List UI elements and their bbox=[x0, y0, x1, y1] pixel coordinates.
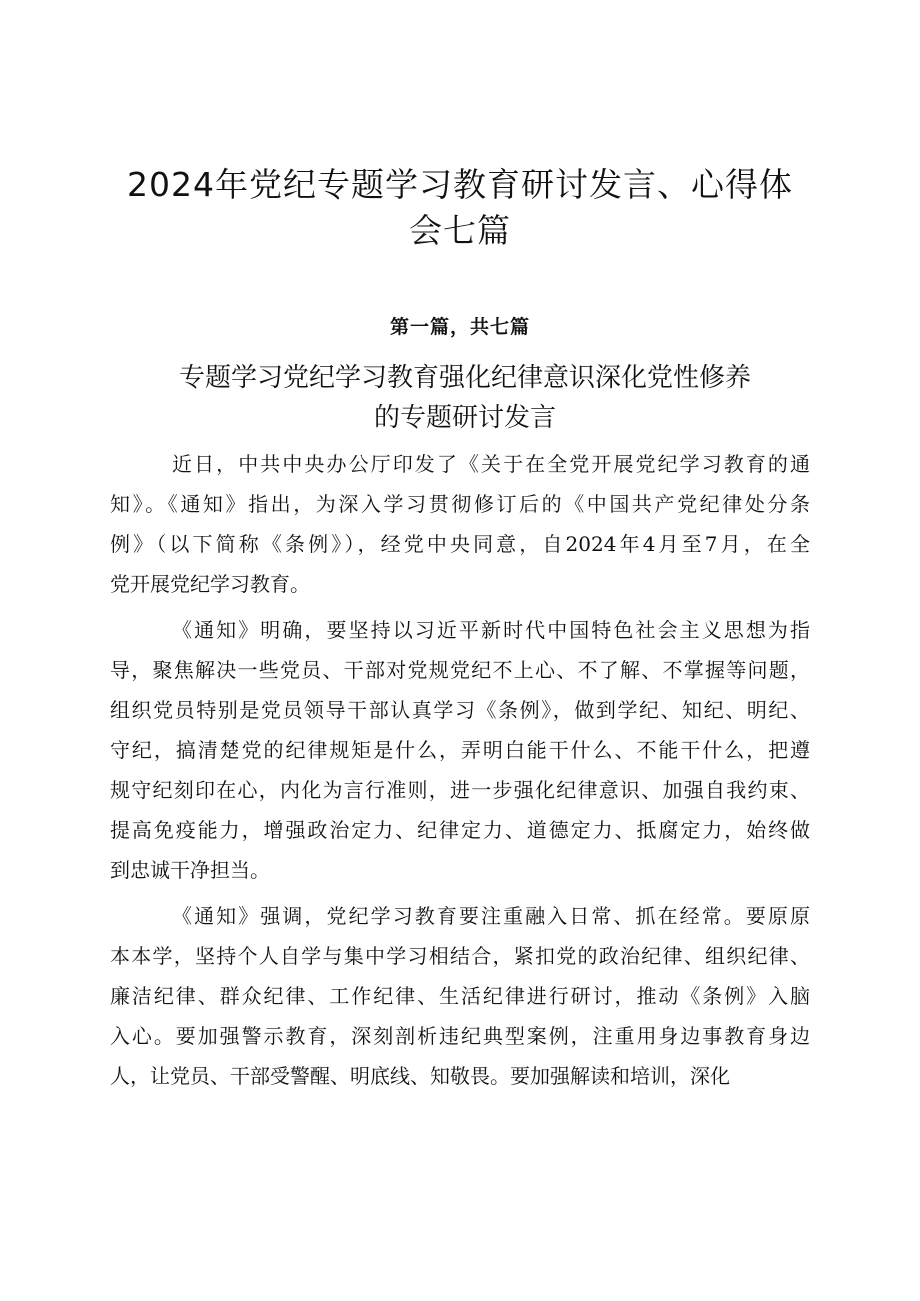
paragraph bbox=[110, 896, 810, 1096]
paragraph bbox=[110, 610, 810, 890]
text-line: 到忠诚干净担当。 bbox=[110, 858, 270, 882]
text-line: 入心。要加强警示教育，深刻剖析违纪典型案例，注重用身边事教育身边 bbox=[110, 1024, 810, 1048]
text-line: 党开展党纪学习教育。 bbox=[110, 572, 310, 596]
document-title bbox=[100, 162, 820, 254]
text-line: 守纪，搞清楚党的纪律规矩是什么，弄明白能干什么、不能干什么，把遵 bbox=[110, 738, 810, 762]
text-line: 知》。《通知》指出，为深入学习贯彻修订后的《中国共产党纪律处分条 bbox=[110, 492, 810, 516]
section-title-line: 的专题研讨发言 bbox=[373, 403, 556, 433]
paragraph bbox=[110, 444, 810, 604]
text-line: 《通知》强调，党纪学习教育要注重融入日常、抓在经常。要原原 bbox=[172, 904, 810, 928]
text-line: 组织党员特别是党员领导干部认真学习《条例》，做到学纪、知纪、明纪、 bbox=[110, 698, 810, 722]
text-line: 人，让党员、干部受警醒、明底线、知敬畏。要加强解读和培训，深化 bbox=[110, 1064, 730, 1088]
section-title bbox=[110, 358, 820, 438]
text-line: 廉洁纪律、群众纪律、工作纪律、生活纪律进行研讨，推动《条例》入脑 bbox=[110, 984, 810, 1008]
body-text bbox=[110, 444, 810, 1102]
text-line: 导，聚焦解决一些党员、干部对党规党纪不上心、不了解、不掌握等问题， bbox=[110, 658, 810, 682]
text-line: 《通知》明确，要坚持以习近平新时代中国特色社会主义思想为指 bbox=[172, 618, 810, 642]
text-line: 提高免疫能力，增强政治定力、纪律定力、道德定力、抵腐定力，始终做 bbox=[110, 818, 810, 842]
document-title-line: 会七篇 bbox=[409, 211, 511, 250]
section-title-line: 专题学习党纪学习教育强化纪律意识深化党性修养 bbox=[178, 363, 751, 393]
text-line: 本本学，坚持个人自学与集中学习相结合，紧扣党的政治纪律、组织纪律、 bbox=[110, 944, 810, 968]
text-line: 例》（以下简称《条例》），经党中央同意，自2024年4月至7月，在全 bbox=[110, 532, 810, 556]
text-line: 规守纪刻印在心，内化为言行准则，进一步强化纪律意识、加强自我约束、 bbox=[110, 778, 810, 802]
text-line: 近日，中共中央办公厅印发了《关于在全党开展党纪学习教育的通 bbox=[172, 452, 810, 476]
document-title-line: 2024年党纪专题学习教育研讨发言、心得体 bbox=[127, 165, 793, 204]
section-label: 第一篇，共七篇 bbox=[389, 316, 530, 338]
